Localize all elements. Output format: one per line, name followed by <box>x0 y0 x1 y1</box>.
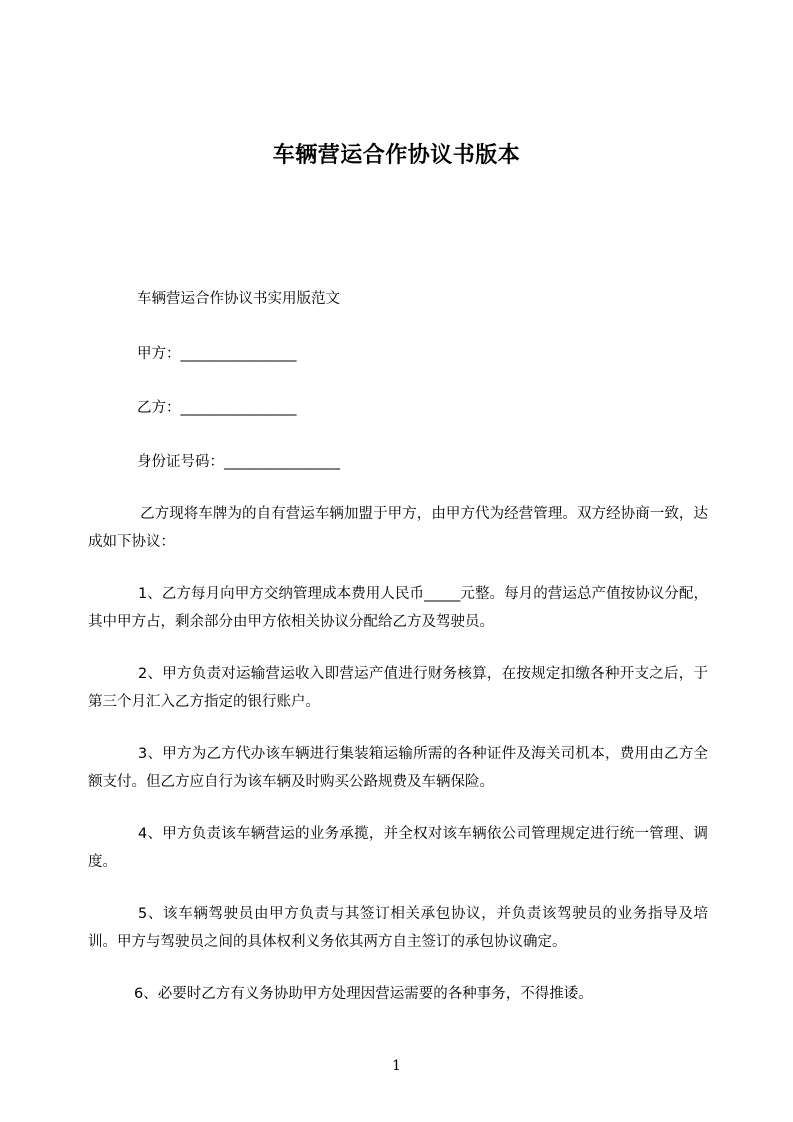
party-a-field: 甲方：________________ <box>137 346 297 362</box>
paragraph-text: 3、甲方为乙方代办该车辆进行集装箱运输所需的各种证件及海关司机本，费用由乙方全额支付。但乙方应自行为该车辆及时购买公路规费及车辆保险。 <box>88 746 708 790</box>
document-subtitle: 车辆营运合作协议书实用版范文 <box>137 291 340 307</box>
paragraph-text: 4、甲方负责该车辆营运的业务承揽，并全权对该车辆依公司管理规定进行统一管理、调度。 <box>88 826 708 870</box>
paragraph-text: 6、必要时乙方有义务协助甲方处理因营运需要的各种事务，不得推诿。 <box>134 986 593 1002</box>
clause-1 <box>88 580 708 636</box>
paragraph-intro <box>88 500 708 556</box>
paragraph-text: 2、甲方负责对运输营运收入即营运产值进行财务核算，在按规定扣缴各种开支之后，于第三个月汇入乙方指定的银行账户。 <box>88 666 708 710</box>
paragraph-text: 乙方现将车牌为的自有营运车辆加盟于甲方，由甲方代为经营管理。双方经协商一致，达成如下协议： <box>88 506 708 550</box>
clause-2 <box>88 660 708 716</box>
party-b-field: 乙方：________________ <box>137 400 297 416</box>
id-number-field: 身份证号码：________________ <box>137 454 340 470</box>
paragraph-text: 5、该车辆驾驶员由甲方负责与其签订相关承包协议，并负责该驾驶员的业务指导及培训。甲方与驾驶员之间的具体权利义务依其两方自主签订的承包协议确定。 <box>88 906 708 950</box>
page-number: 1 <box>392 1058 401 1074</box>
clause-5 <box>88 900 708 956</box>
clause-4 <box>88 820 708 876</box>
paragraph-text: 1、乙方每月向甲方交纳管理成本费用人民币_____元整。每月的营运总产值按协议分配，其中甲方占，剩余部分由甲方依相关协议分配给乙方及驾驶员。 <box>88 586 708 630</box>
clause-6 <box>88 980 708 1008</box>
document-title: 车辆营运合作协议书版本 <box>272 143 521 168</box>
clause-3 <box>88 740 708 796</box>
